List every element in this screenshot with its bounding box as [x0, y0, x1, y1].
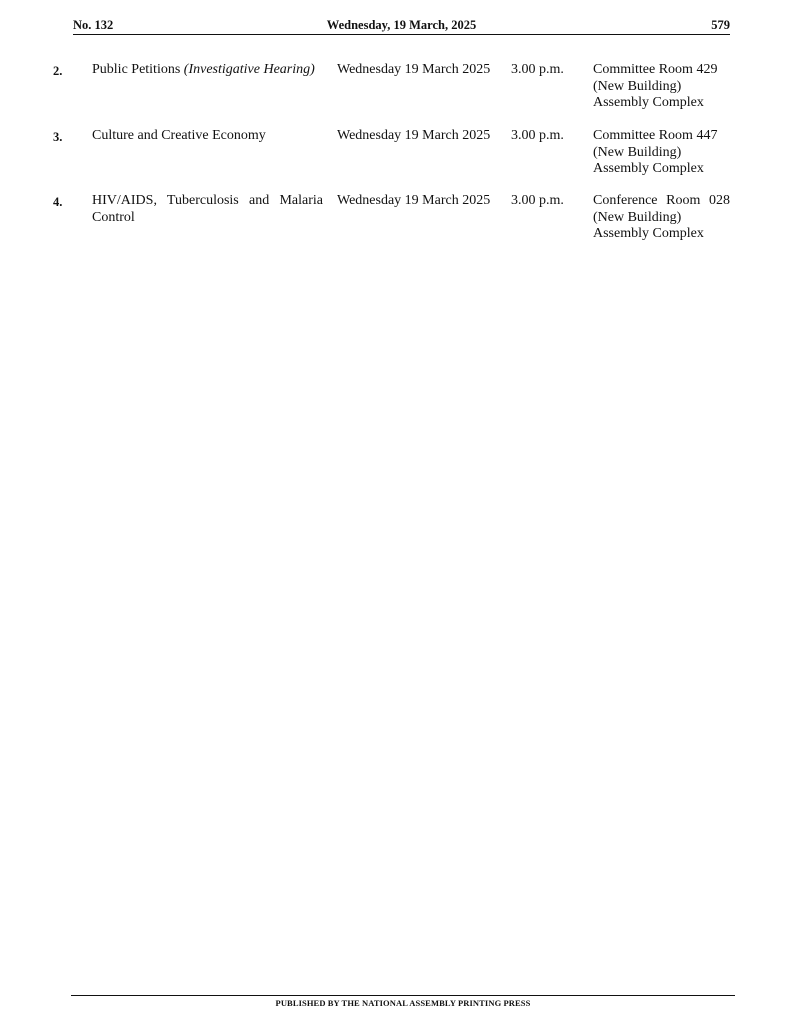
committee-name — [92, 62, 323, 79]
page-number: 579 — [711, 18, 730, 32]
venue-complex: Assembly Complex — [593, 161, 704, 176]
sitting-date: Wednesday 19 March 2025 — [337, 128, 491, 143]
venue-room: Committee Room 447 — [593, 128, 718, 143]
page-footer — [71, 995, 735, 1008]
issue-number: No. 132 — [73, 18, 114, 32]
sitting-number: 2. — [53, 64, 63, 78]
sitting-date: Wednesday 19 March 2025 — [337, 62, 491, 77]
sitting-venue — [593, 62, 730, 112]
venue-room: Committee Room 429 — [593, 62, 718, 77]
publisher-line: PUBLISHED BY THE NATIONAL ASSEMBLY PRINTING PRESS — [275, 998, 531, 1008]
sitting-venue — [593, 128, 730, 178]
venue-complex: Assembly Complex — [593, 95, 704, 110]
venue-building: (New Building) — [593, 78, 682, 94]
venue-room: Conference Room 028 — [593, 193, 730, 208]
sitting-date: Wednesday 19 March 2025 — [337, 193, 491, 208]
committee-name: Culture and Creative Economy — [92, 128, 266, 143]
sitting-number: 4. — [53, 195, 63, 209]
venue-complex: Assembly Complex — [593, 226, 704, 241]
sitting-time: 3.00 p.m. — [511, 193, 564, 208]
sitting-time: 3.00 p.m. — [511, 62, 564, 77]
page-header — [73, 18, 730, 35]
sitting-venue — [593, 193, 730, 243]
issue-date: Wednesday, 19 March, 2025 — [326, 18, 477, 32]
sitting-number: 3. — [53, 130, 63, 144]
venue-building: (New Building) — [593, 144, 682, 160]
venue-building: (New Building) — [593, 209, 682, 225]
committee-qualifier: (Investigative Hearing) — [183, 62, 315, 77]
committee-name: HIV/AIDS, Tuberculosis and Malaria Control — [92, 193, 323, 225]
sitting-time: 3.00 p.m. — [511, 128, 564, 143]
committee-title: Public Petitions — [92, 62, 181, 77]
